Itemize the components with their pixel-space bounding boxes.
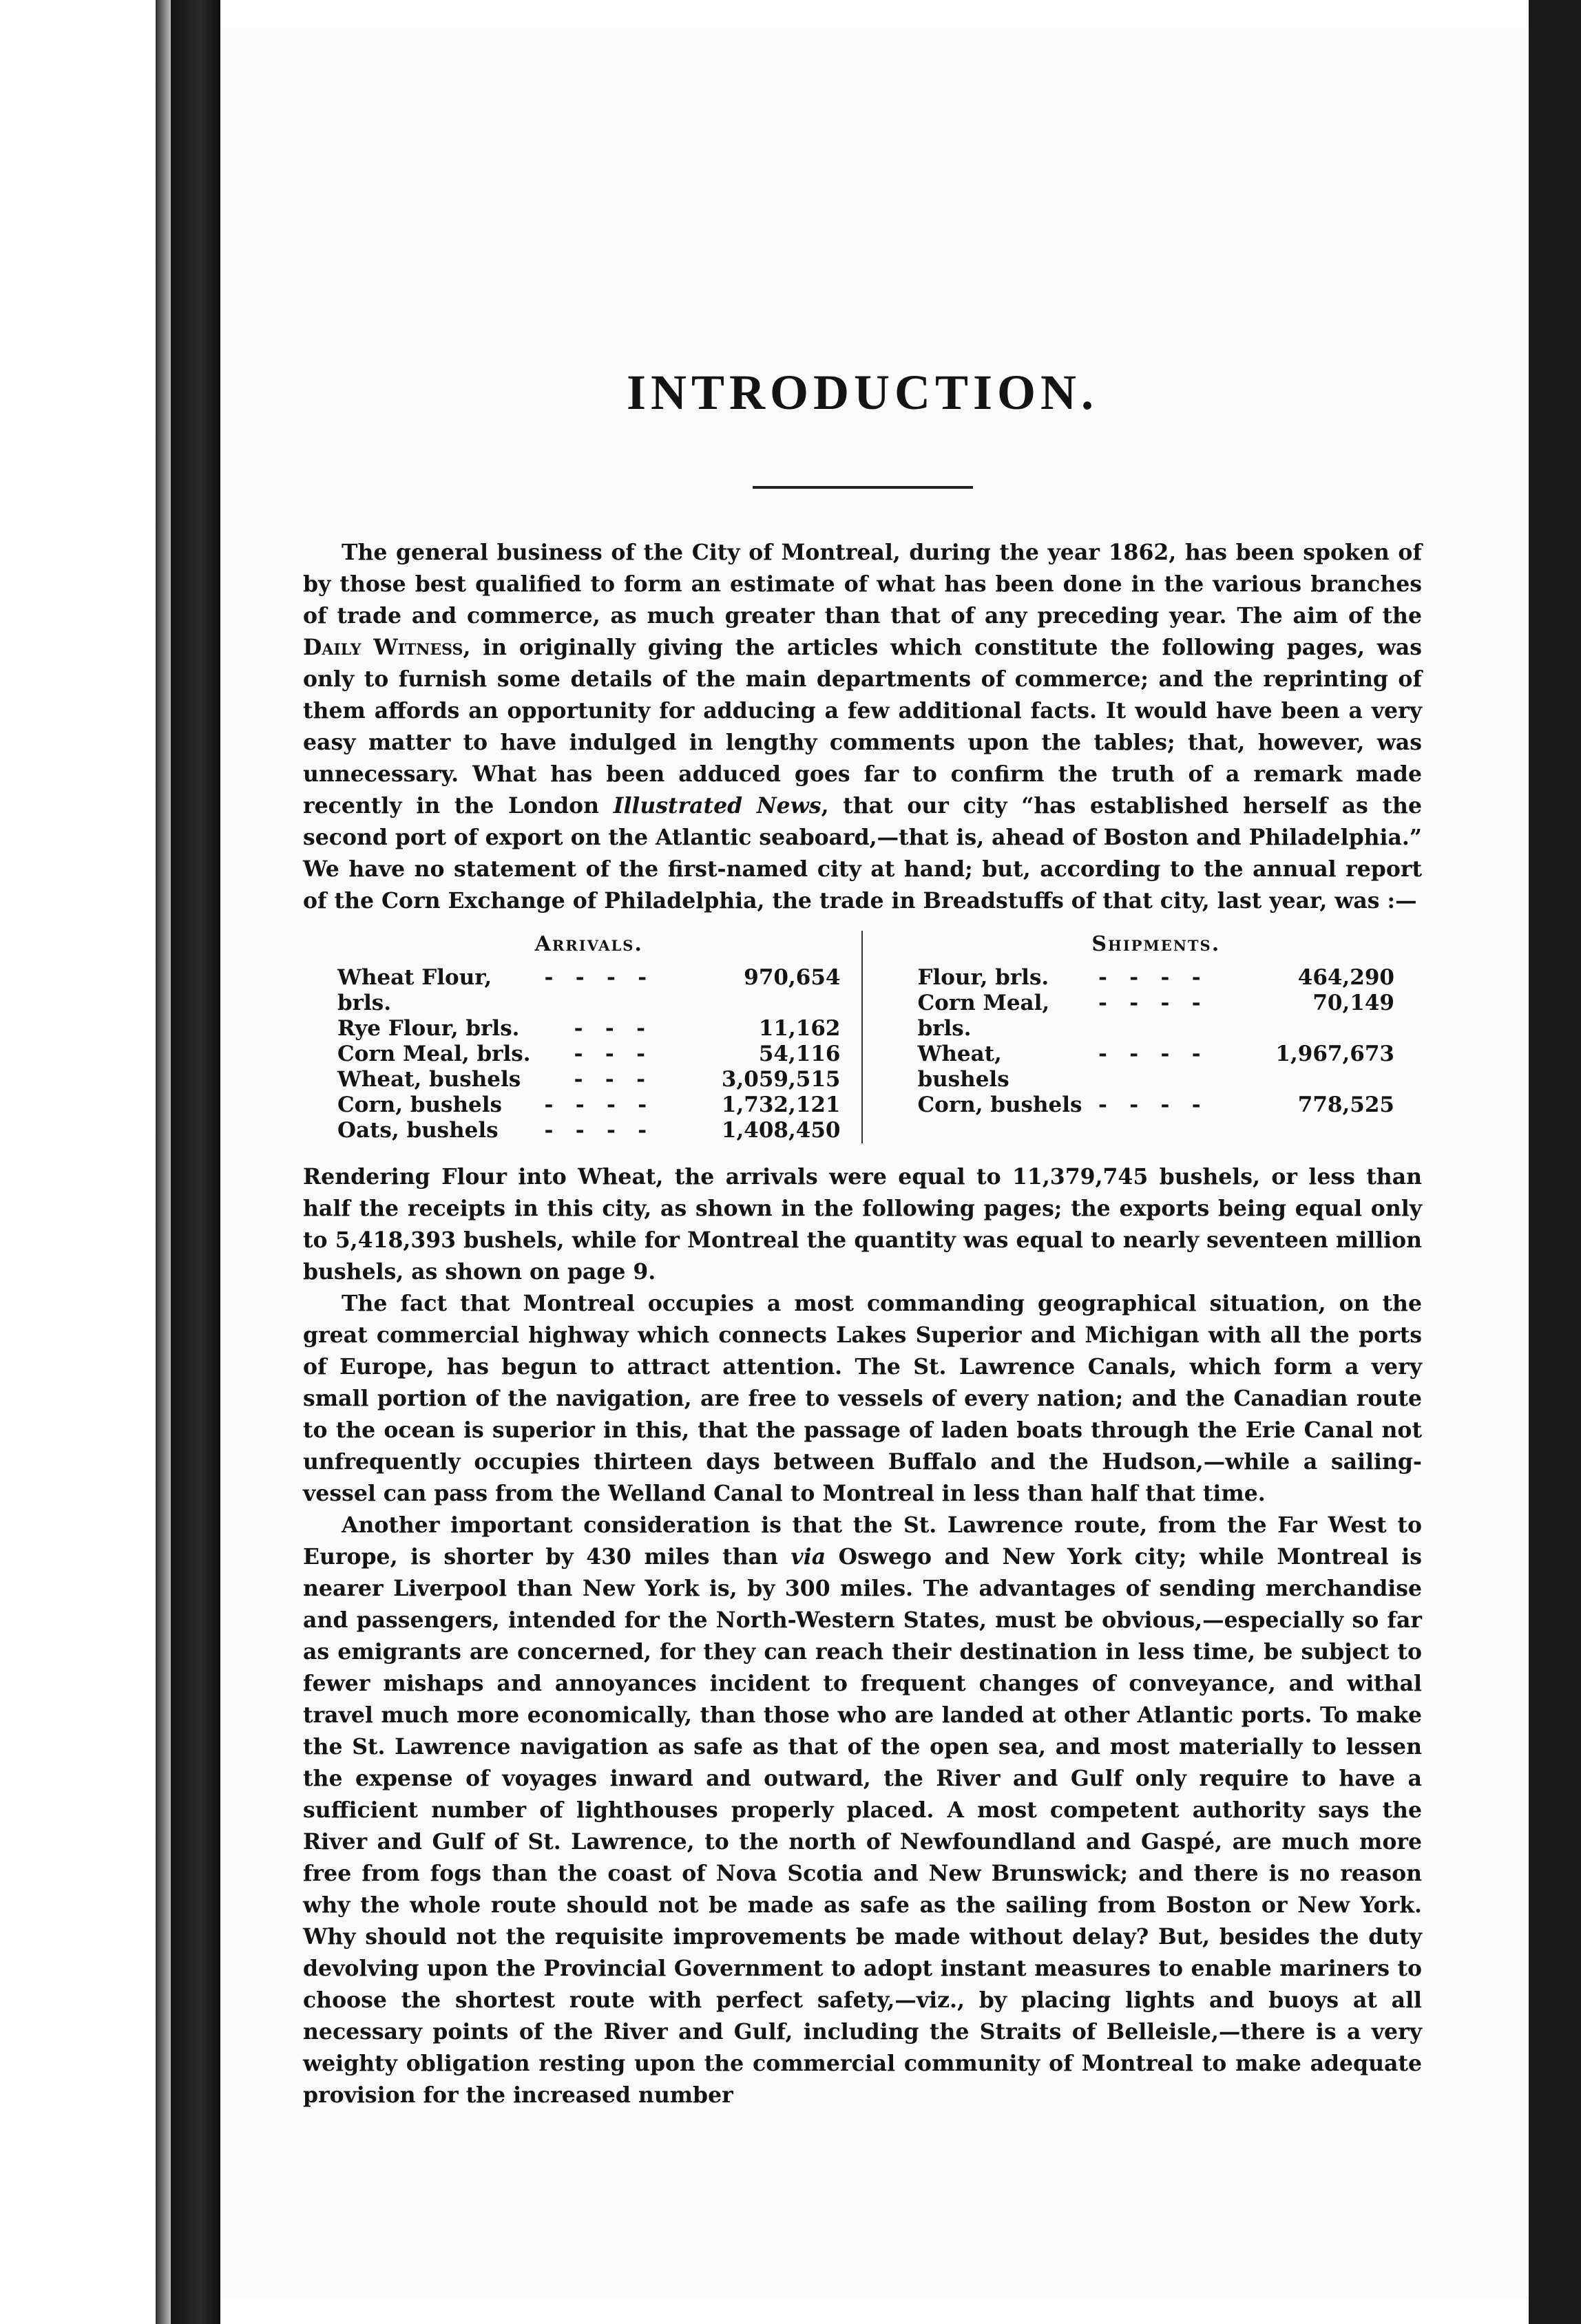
title-rule <box>753 486 973 489</box>
row-dashes: - - - <box>544 1067 646 1092</box>
row-value: 70,149 <box>1312 991 1394 1015</box>
right-margin-dark <box>1529 0 1581 2324</box>
paragraph-2: Rendering Flour into Wheat, the arrivals were equal to 11,379,745 bushels, or less than half the receipts in this city, as shown in the following pages; the exports being equal only to 5,418,393 bushels, while for Montreal the quantity was equal to nearly seventeen million bushels, as shown on page 9. <box>303 1164 1422 1285</box>
row-value: 970,654 <box>744 965 841 990</box>
table-row <box>337 1118 841 1143</box>
paragraph-4-part-a: Another important consideration is that the St. Lawrence route, from the Far West to Europe, is shorter by 430 miles than <box>303 1512 1422 1570</box>
row-dashes: - - - - <box>544 965 647 990</box>
daily-witness-name: Daily Witness <box>303 635 463 660</box>
row-label: Corn, bushels <box>337 1092 502 1117</box>
row-label: Rye Flour, brls. <box>337 1016 520 1041</box>
row-dashes: - - - - <box>544 1118 647 1143</box>
row-value: 1,732,121 <box>721 1092 841 1117</box>
shipments-table <box>863 931 1423 1143</box>
row-label: Wheat Flour, brls. <box>337 965 492 1015</box>
shipments-heading: Shipments. <box>1091 932 1221 956</box>
row-label: Flour, brls. <box>917 965 1049 990</box>
row-label: Wheat, bushels <box>337 1067 521 1092</box>
table-row <box>337 1092 841 1118</box>
table-row <box>918 1042 1395 1092</box>
paragraph-1 <box>303 537 1422 917</box>
left-margin <box>0 0 156 2324</box>
row-value: 778,525 <box>1297 1092 1394 1117</box>
page-edge-shadow <box>156 0 171 2324</box>
row-value: 11,162 <box>758 1016 841 1041</box>
breadstuffs-tables <box>303 931 1422 1143</box>
via-word: via <box>790 1544 826 1570</box>
row-dashes: - - - <box>544 1042 646 1066</box>
row-dashes: - - - - <box>1098 1092 1201 1117</box>
page-title: INTRODUCTION. <box>626 365 1099 420</box>
table-row <box>337 1067 841 1092</box>
row-dashes: - - - - <box>1098 965 1201 990</box>
row-label: Oats, bushels <box>337 1118 499 1143</box>
paragraph-4 <box>303 1510 1422 2111</box>
row-dashes: - - - - <box>1098 991 1201 1015</box>
row-label: Corn, bushels <box>917 1092 1082 1117</box>
row-value: 464,290 <box>1297 965 1394 990</box>
paragraph-1-part-c: , that our city “has established herself as the second port of export on the Atlantic seaboard,—that is, ahead of Boston and Philadelphia.” We have no statement of the first-named city at hand; but, according to the annual report of the Corn Exchange of Philadelphia, the trade in Breadstuffs of that city, last year, was :— <box>303 793 1422 913</box>
arrivals-table <box>303 931 863 1143</box>
book-gutter <box>171 0 220 2324</box>
paragraph-1-part-a: The general business of the City of Montreal, during the year 1862, has been spoken of by those best qualified to form an estimate of what has been done in the various branches of trade and commerce, as much greater than that of any preceding year. The aim of the <box>303 540 1422 628</box>
illustrated-news-name: Illustrated News <box>613 793 821 818</box>
page-content <box>303 365 1422 2111</box>
table-row <box>337 1016 841 1042</box>
paragraph-3: The fact that Montreal occupies a most commanding geographical situation, on the great commercial highway which connects Lakes Superior and Michigan with all the ports of Europe, has begun to attract attention. The St. Lawrence Canals, which form a very small portion of the navigation, are free to vessels of every nation; and the Canadian route to the ocean is superior in this, that the passage of laden boats through the Erie Canal not unfrequently occupies thirteen days between Buffalo and the Hudson,—while a sailing-vessel can pass from the Welland Canal to Montreal in less than half that time. <box>303 1291 1422 1506</box>
paragraph-4-part-b: Oswego and New York city; while Montreal is nearer Liverpool than New York is, by 300 miles. The advantages of sending merchandise and passengers, intended for the North-Western States, must be obvious,—especially so far as emigrants are concerned, for they can reach their destination in less time, be subject to fewer mishaps and annoyances incident to frequent changes of conveyance, and withal travel much more economically, than those who are landed at other Atlantic ports. To make the St. Lawrence navigation as safe as that of the open sea, and most materially to lessen the expense of voyages inward and outward, the River and Gulf only require to have a sufficient number of lighthouses properly placed. A most competent authority says the River and Gulf of St. Lawrence, to the north of Newfoundland and Gaspé, are much more free from fogs than the coast of Nova Scotia and New Brunswick; and there is no reason why the whole route should not be made as safe as the sailing from Boston or New York. Why should not the requisite improvements be made without delay? But, besides the duty devolving upon the Provincial Government to adopt instant measures to enable mariners to choose the shortest route with perfect safety,—viz., by placing lights and buoys at all necessary points of the River and Gulf, including the Straits of Belleisle,—there is a very weighty obligation resting upon the commercial community of Montreal to make adequate provision for the increased number <box>303 1544 1423 2108</box>
row-label: Corn Meal, brls. <box>917 991 1050 1041</box>
row-label: Wheat, bushels <box>917 1042 1009 1092</box>
row-dashes: - - - - <box>1098 1042 1201 1066</box>
arrivals-heading: Arrivals. <box>534 932 643 956</box>
row-label: Corn Meal, brls. <box>337 1042 531 1066</box>
row-value: 1,967,673 <box>1275 1042 1394 1066</box>
table-row <box>337 1042 841 1067</box>
row-value: 3,059,515 <box>721 1067 841 1092</box>
table-row <box>337 965 841 1016</box>
table-row <box>918 965 1395 991</box>
table-row <box>918 1092 1395 1118</box>
row-dashes: - - - - <box>544 1092 647 1117</box>
paragraph-1-part-b: , in originally giving the articles which constitute the following pages, was only to furnish some details of the main departments of commerce; and the reprinting of them affords an opportunity for adducing a few additional facts. It would have been a very easy matter to have indulged in lengthy comments upon the tables; that, however, was unnecessary. What has been adduced goes far to confirm the truth of a remark made recently in the London <box>303 635 1422 818</box>
row-value: 54,116 <box>758 1042 841 1066</box>
row-dashes: - - - <box>544 1016 646 1041</box>
table-row <box>918 991 1395 1042</box>
row-value: 1,408,450 <box>721 1118 841 1143</box>
